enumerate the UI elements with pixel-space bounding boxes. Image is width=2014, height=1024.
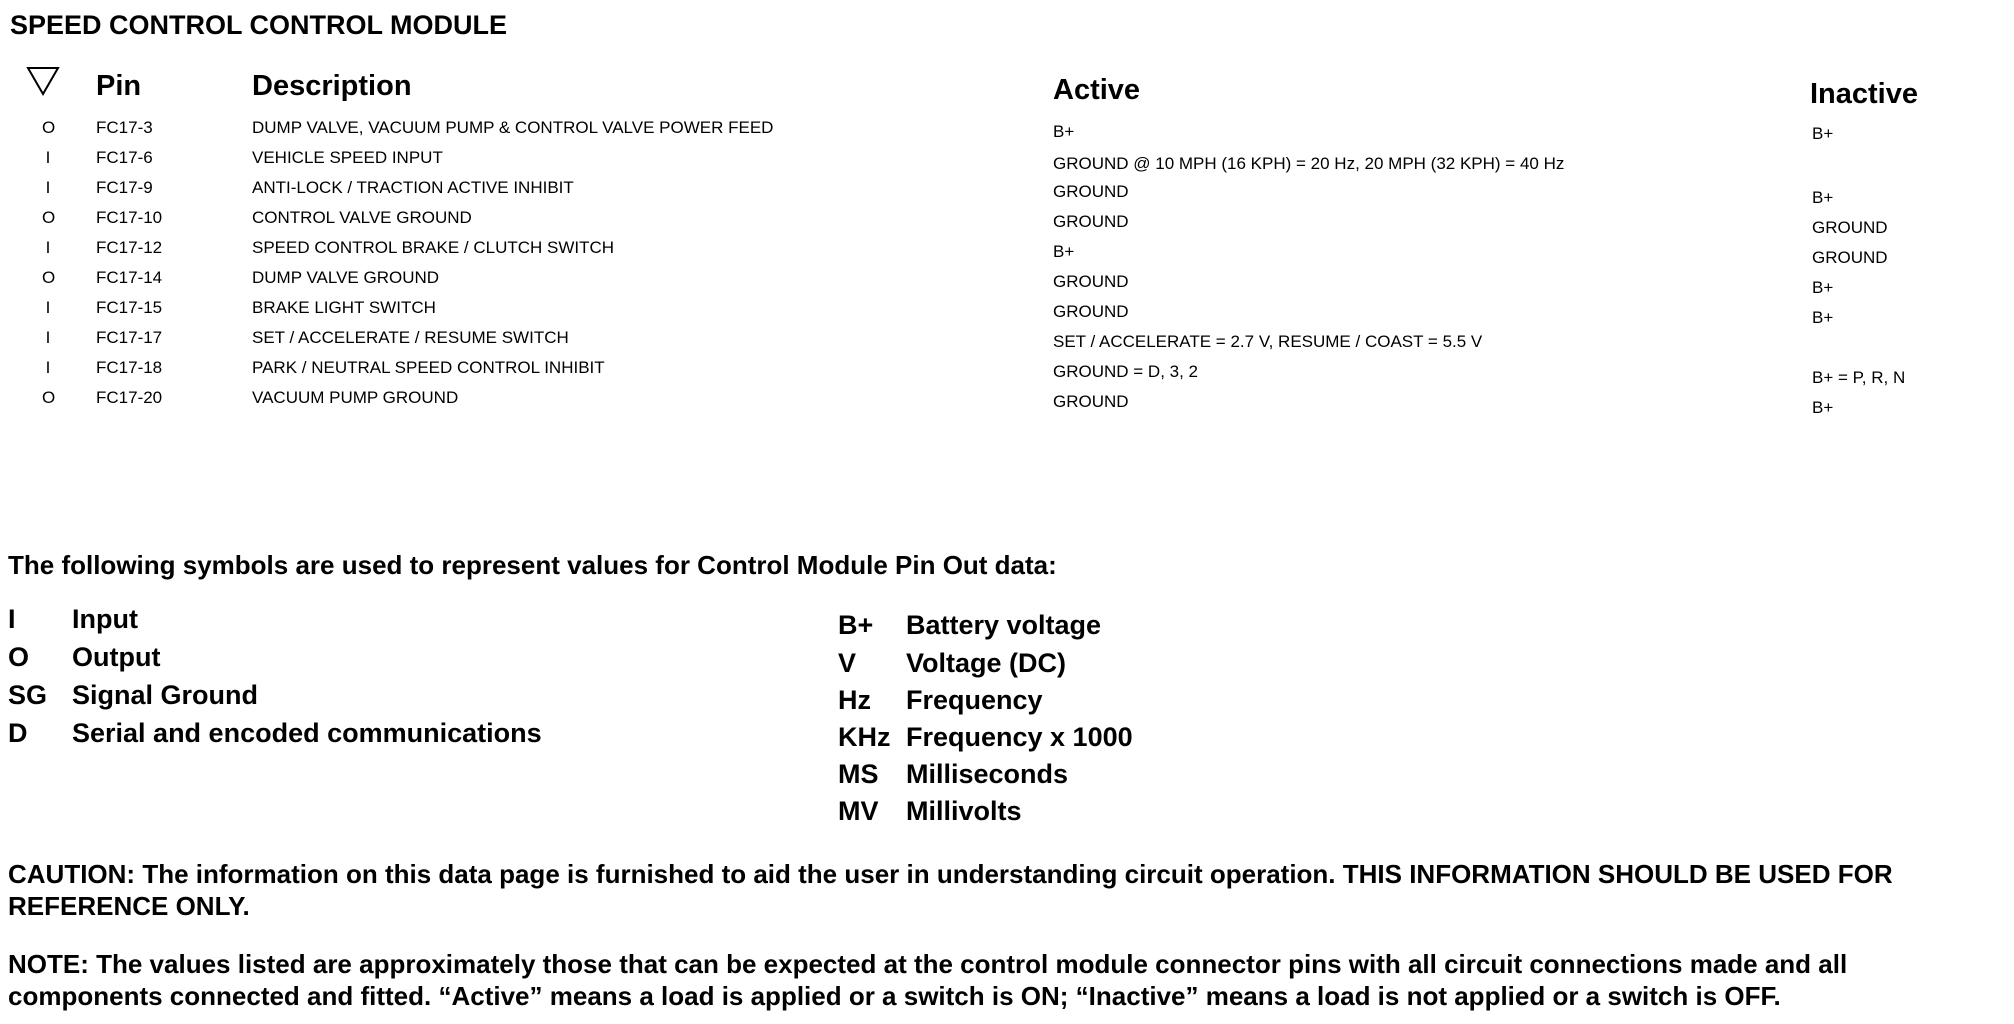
row-direction: O	[42, 118, 56, 137]
row-direction: O	[42, 208, 56, 227]
row-active: B+	[1053, 122, 1075, 141]
row-inactive: B+	[1812, 308, 1834, 327]
direction-triangle-icon	[26, 66, 60, 96]
row-direction: I	[45, 178, 51, 197]
page-title: SPEED CONTROL CONTROL MODULE	[10, 10, 508, 40]
legend-meaning: Signal Ground	[72, 680, 258, 710]
row-inactive: B+	[1812, 398, 1834, 417]
row-pin: FC17-6	[96, 148, 153, 167]
note-text: NOTE: The values listed are approximately those that can be expected at the control module connector pins with all circuit connections made and all components connected and fitted. “Active” means a load is applied or a switch is ON; “Inactive” means a load is not applied or a switch is OFF.	[8, 949, 1848, 1011]
row-direction: O	[42, 388, 56, 407]
row-direction: I	[45, 358, 51, 377]
row-pin: FC17-3	[96, 118, 153, 137]
row-description: DUMP VALVE, VACUUM PUMP & CONTROL VALVE POWER FEED	[252, 118, 774, 137]
row-direction: O	[42, 268, 56, 287]
row-active: GROUND	[1053, 182, 1129, 201]
row-description: PARK / NEUTRAL SPEED CONTROL INHIBIT	[252, 358, 605, 377]
row-active: GROUND	[1053, 392, 1129, 411]
legend-meaning: Frequency	[906, 685, 1043, 715]
row-active: GROUND @ 10 MPH (16 KPH) = 20 Hz, 20 MPH (32 KPH) = 40 Hz	[1053, 154, 1565, 173]
row-description: VEHICLE SPEED INPUT	[252, 148, 443, 167]
table-row	[0, 358, 2014, 388]
row-inactive: B+	[1812, 124, 1834, 143]
row-active: SET / ACCELERATE = 2.7 V, RESUME / COAST = 5.5 V	[1053, 332, 1483, 351]
row-description: BRAKE LIGHT SWITCH	[252, 298, 436, 317]
row-description: ANTI-LOCK / TRACTION ACTIVE INHIBIT	[252, 178, 574, 197]
table-row	[0, 298, 2014, 328]
legend-meaning: Output	[72, 642, 161, 672]
row-description: SPEED CONTROL BRAKE / CLUTCH SWITCH	[252, 238, 615, 257]
header-inactive: Inactive	[1810, 78, 1918, 110]
header-description: Description	[252, 70, 412, 102]
legend-symbol: D	[8, 718, 28, 748]
row-pin: FC17-9	[96, 178, 153, 197]
header-active: Active	[1053, 74, 1141, 106]
legend-symbol: V	[838, 648, 857, 678]
table-row	[0, 238, 2014, 268]
table-row	[0, 148, 2014, 178]
legend-meaning: Milliseconds	[906, 759, 1069, 789]
table-row	[0, 388, 2014, 418]
row-description: DUMP VALVE GROUND	[252, 268, 440, 287]
legend-symbol: SG	[8, 680, 48, 710]
row-inactive: B+	[1812, 188, 1834, 207]
row-description: VACUUM PUMP GROUND	[252, 388, 459, 407]
table-row	[0, 178, 2014, 208]
header-pin: Pin	[96, 70, 142, 102]
legend-symbol: MS	[838, 759, 879, 789]
row-inactive: B+ = P, R, N	[1812, 368, 1906, 387]
legend-meaning: Input	[72, 604, 138, 634]
row-pin: FC17-18	[96, 358, 163, 377]
row-active: GROUND	[1053, 302, 1129, 321]
row-active: B+	[1053, 242, 1075, 261]
row-active: GROUND	[1053, 212, 1129, 231]
legend-meaning: Serial and encoded communications	[72, 718, 542, 748]
legend-meaning: Frequency x 1000	[906, 722, 1133, 752]
caution-text: CAUTION: The information on this data page is furnished to aid the user in understanding circuit operation. THIS INFORMATION SHOULD BE USED FOR REFERENCE ONLY.	[8, 859, 1893, 921]
legend-symbol: Hz	[838, 685, 871, 715]
row-pin: FC17-10	[96, 208, 163, 227]
table-row	[0, 208, 2014, 238]
legend-meaning: Battery voltage	[906, 610, 1102, 640]
row-inactive: GROUND	[1812, 248, 1888, 267]
row-direction: I	[45, 148, 51, 167]
row-inactive: GROUND	[1812, 218, 1888, 237]
row-description: SET / ACCELERATE / RESUME SWITCH	[252, 328, 569, 347]
legend-symbol: O	[8, 642, 30, 672]
legend-symbol: I	[8, 604, 16, 634]
row-direction: I	[45, 238, 51, 257]
legend-meaning: Millivolts	[906, 796, 1022, 826]
row-pin: FC17-15	[96, 298, 163, 317]
row-pin: FC17-12	[96, 238, 163, 257]
table-row	[0, 118, 2014, 148]
row-inactive: B+	[1812, 278, 1834, 297]
legend-symbol: MV	[838, 796, 879, 826]
row-pin: FC17-14	[96, 268, 163, 287]
row-direction: I	[45, 328, 51, 347]
row-pin: FC17-20	[96, 388, 163, 407]
row-description: CONTROL VALVE GROUND	[252, 208, 472, 227]
row-direction: I	[45, 298, 51, 317]
row-active: GROUND	[1053, 272, 1129, 291]
legend-meaning: Voltage (DC)	[906, 648, 1066, 678]
legend-symbol: KHz	[838, 722, 891, 752]
legend-symbol: B+	[838, 610, 874, 640]
table-row	[0, 268, 2014, 298]
table-row	[0, 328, 2014, 358]
legend-intro: The following symbols are used to represent values for Control Module Pin Out data:	[8, 550, 1057, 580]
row-pin: FC17-17	[96, 328, 163, 347]
row-active: GROUND = D, 3, 2	[1053, 362, 1199, 381]
